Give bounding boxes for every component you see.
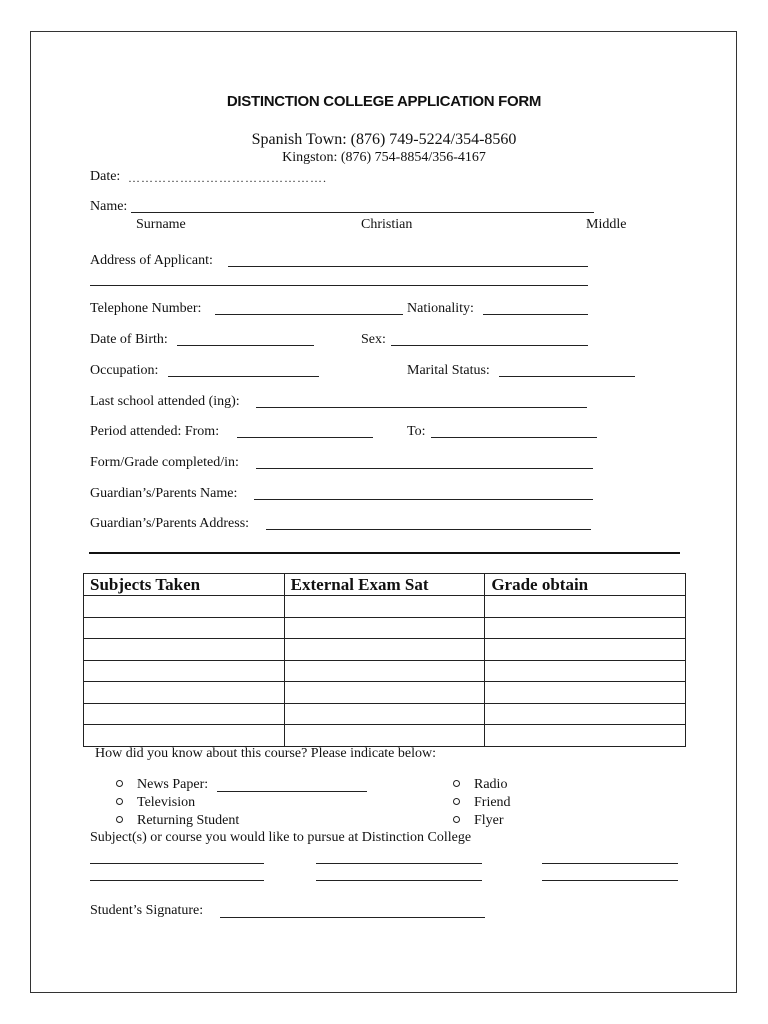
marital-status-field[interactable]: [499, 376, 635, 377]
table-row: [84, 660, 686, 682]
table-row: [84, 596, 686, 618]
table-row: [84, 617, 686, 639]
sex-field[interactable]: [391, 345, 588, 346]
option-returning-student[interactable]: [116, 813, 239, 829]
form-grade-label: Form/Grade completed/in:: [90, 455, 239, 470]
middle-caption: Middle: [586, 217, 627, 232]
phone-spanish-town: Spanish Town: (876) 749-5224/354-8560: [251, 131, 517, 148]
bullet-icon: [116, 816, 123, 823]
option-radio[interactable]: [453, 777, 507, 793]
dob-field[interactable]: [177, 345, 314, 346]
guardian-name-label: Guardian’s/Parents Name:: [90, 486, 238, 501]
option-flyer[interactable]: [453, 813, 504, 829]
table-cell[interactable]: [284, 596, 485, 618]
period-to-label: To:: [407, 424, 426, 439]
last-school-field[interactable]: [256, 407, 587, 408]
telephone-field[interactable]: [215, 314, 403, 315]
header-grade-obtain: Grade obtain: [485, 574, 686, 596]
option-label: Flyer: [474, 813, 504, 828]
bullet-icon: [453, 780, 460, 787]
table-cell[interactable]: [284, 725, 485, 747]
option-news-paper[interactable]: [116, 777, 208, 793]
guardian-name-field[interactable]: [254, 499, 593, 500]
table-row: [84, 725, 686, 747]
table-cell[interactable]: [284, 682, 485, 704]
date-field[interactable]: ……………………………………….: [128, 171, 327, 185]
last-school-label: Last school attended (ing):: [90, 394, 240, 409]
subjects-table: [83, 573, 686, 747]
option-label: Television: [137, 795, 196, 810]
table-cell[interactable]: [84, 617, 285, 639]
guardian-address-field[interactable]: [266, 529, 591, 530]
header-external-exam-sat: External Exam Sat: [284, 574, 485, 596]
date-label: Date:: [90, 169, 121, 184]
course-field[interactable]: [542, 863, 678, 864]
signature-label: Student’s Signature:: [90, 903, 204, 918]
table-cell[interactable]: [284, 703, 485, 725]
table-cell[interactable]: [84, 703, 285, 725]
course-field[interactable]: [90, 880, 264, 881]
section-divider: [89, 552, 680, 554]
guardian-address-label: Guardian’s/Parents Address:: [90, 516, 250, 531]
option-television[interactable]: [116, 795, 195, 811]
option-friend[interactable]: [453, 795, 511, 811]
address-field-line1[interactable]: [228, 266, 588, 267]
table-cell[interactable]: [485, 703, 686, 725]
nationality-field[interactable]: [483, 314, 588, 315]
sex-label: Sex:: [361, 332, 386, 347]
course-field[interactable]: [316, 863, 482, 864]
period-from-field[interactable]: [237, 437, 373, 438]
period-to-field[interactable]: [431, 437, 597, 438]
table-row: [84, 639, 686, 661]
surname-caption: Surname: [136, 217, 186, 232]
christian-caption: Christian: [361, 217, 413, 232]
table-row: [84, 682, 686, 704]
survey-question: How did you know about this course? Please indicate below:: [95, 746, 436, 761]
name-field[interactable]: [131, 212, 594, 213]
dob-label: Date of Birth:: [90, 332, 168, 347]
table-cell[interactable]: [485, 725, 686, 747]
table-row: [84, 703, 686, 725]
table-cell[interactable]: [84, 682, 285, 704]
table-cell[interactable]: [284, 639, 485, 661]
marital-status-label: Marital Status:: [407, 363, 490, 378]
option-label: News Paper:: [137, 777, 209, 792]
table-cell[interactable]: [284, 617, 485, 639]
course-field[interactable]: [316, 880, 482, 881]
period-from-label: Period attended: From:: [90, 424, 220, 439]
occupation-field[interactable]: [168, 376, 319, 377]
signature-field[interactable]: [220, 917, 485, 918]
address-field-line2[interactable]: [90, 285, 588, 286]
address-label: Address of Applicant:: [90, 253, 213, 268]
table-header-row: [84, 574, 686, 596]
name-label: Name:: [90, 199, 128, 214]
table-cell[interactable]: [84, 596, 285, 618]
table-cell[interactable]: [485, 639, 686, 661]
phone-kingston: Kingston: (876) 754-8854/356-4167: [282, 150, 486, 165]
course-field[interactable]: [90, 863, 264, 864]
table-cell[interactable]: [84, 660, 285, 682]
bullet-icon: [116, 798, 123, 805]
occupation-label: Occupation:: [90, 363, 159, 378]
table-cell[interactable]: [485, 617, 686, 639]
table-cell[interactable]: [485, 596, 686, 618]
course-field[interactable]: [542, 880, 678, 881]
bullet-icon: [453, 816, 460, 823]
telephone-label: Telephone Number:: [90, 301, 202, 316]
bullet-icon: [453, 798, 460, 805]
news-paper-field[interactable]: [217, 791, 367, 792]
option-label: Returning Student: [137, 813, 240, 828]
nationality-label: Nationality:: [407, 301, 474, 316]
course-prompt: Subject(s) or course you would like to pursue at Distinction College: [90, 830, 472, 845]
table-cell[interactable]: [84, 725, 285, 747]
bullet-icon: [116, 780, 123, 787]
option-label: Friend: [474, 795, 511, 810]
table-cell[interactable]: [284, 660, 485, 682]
table-cell[interactable]: [84, 639, 285, 661]
form-title: DISTINCTION COLLEGE APPLICATION FORM: [226, 93, 542, 110]
option-label: Radio: [474, 777, 508, 792]
header-subjects-taken: Subjects Taken: [84, 574, 285, 596]
table-cell[interactable]: [485, 660, 686, 682]
form-grade-field[interactable]: [256, 468, 593, 469]
table-cell[interactable]: [485, 682, 686, 704]
